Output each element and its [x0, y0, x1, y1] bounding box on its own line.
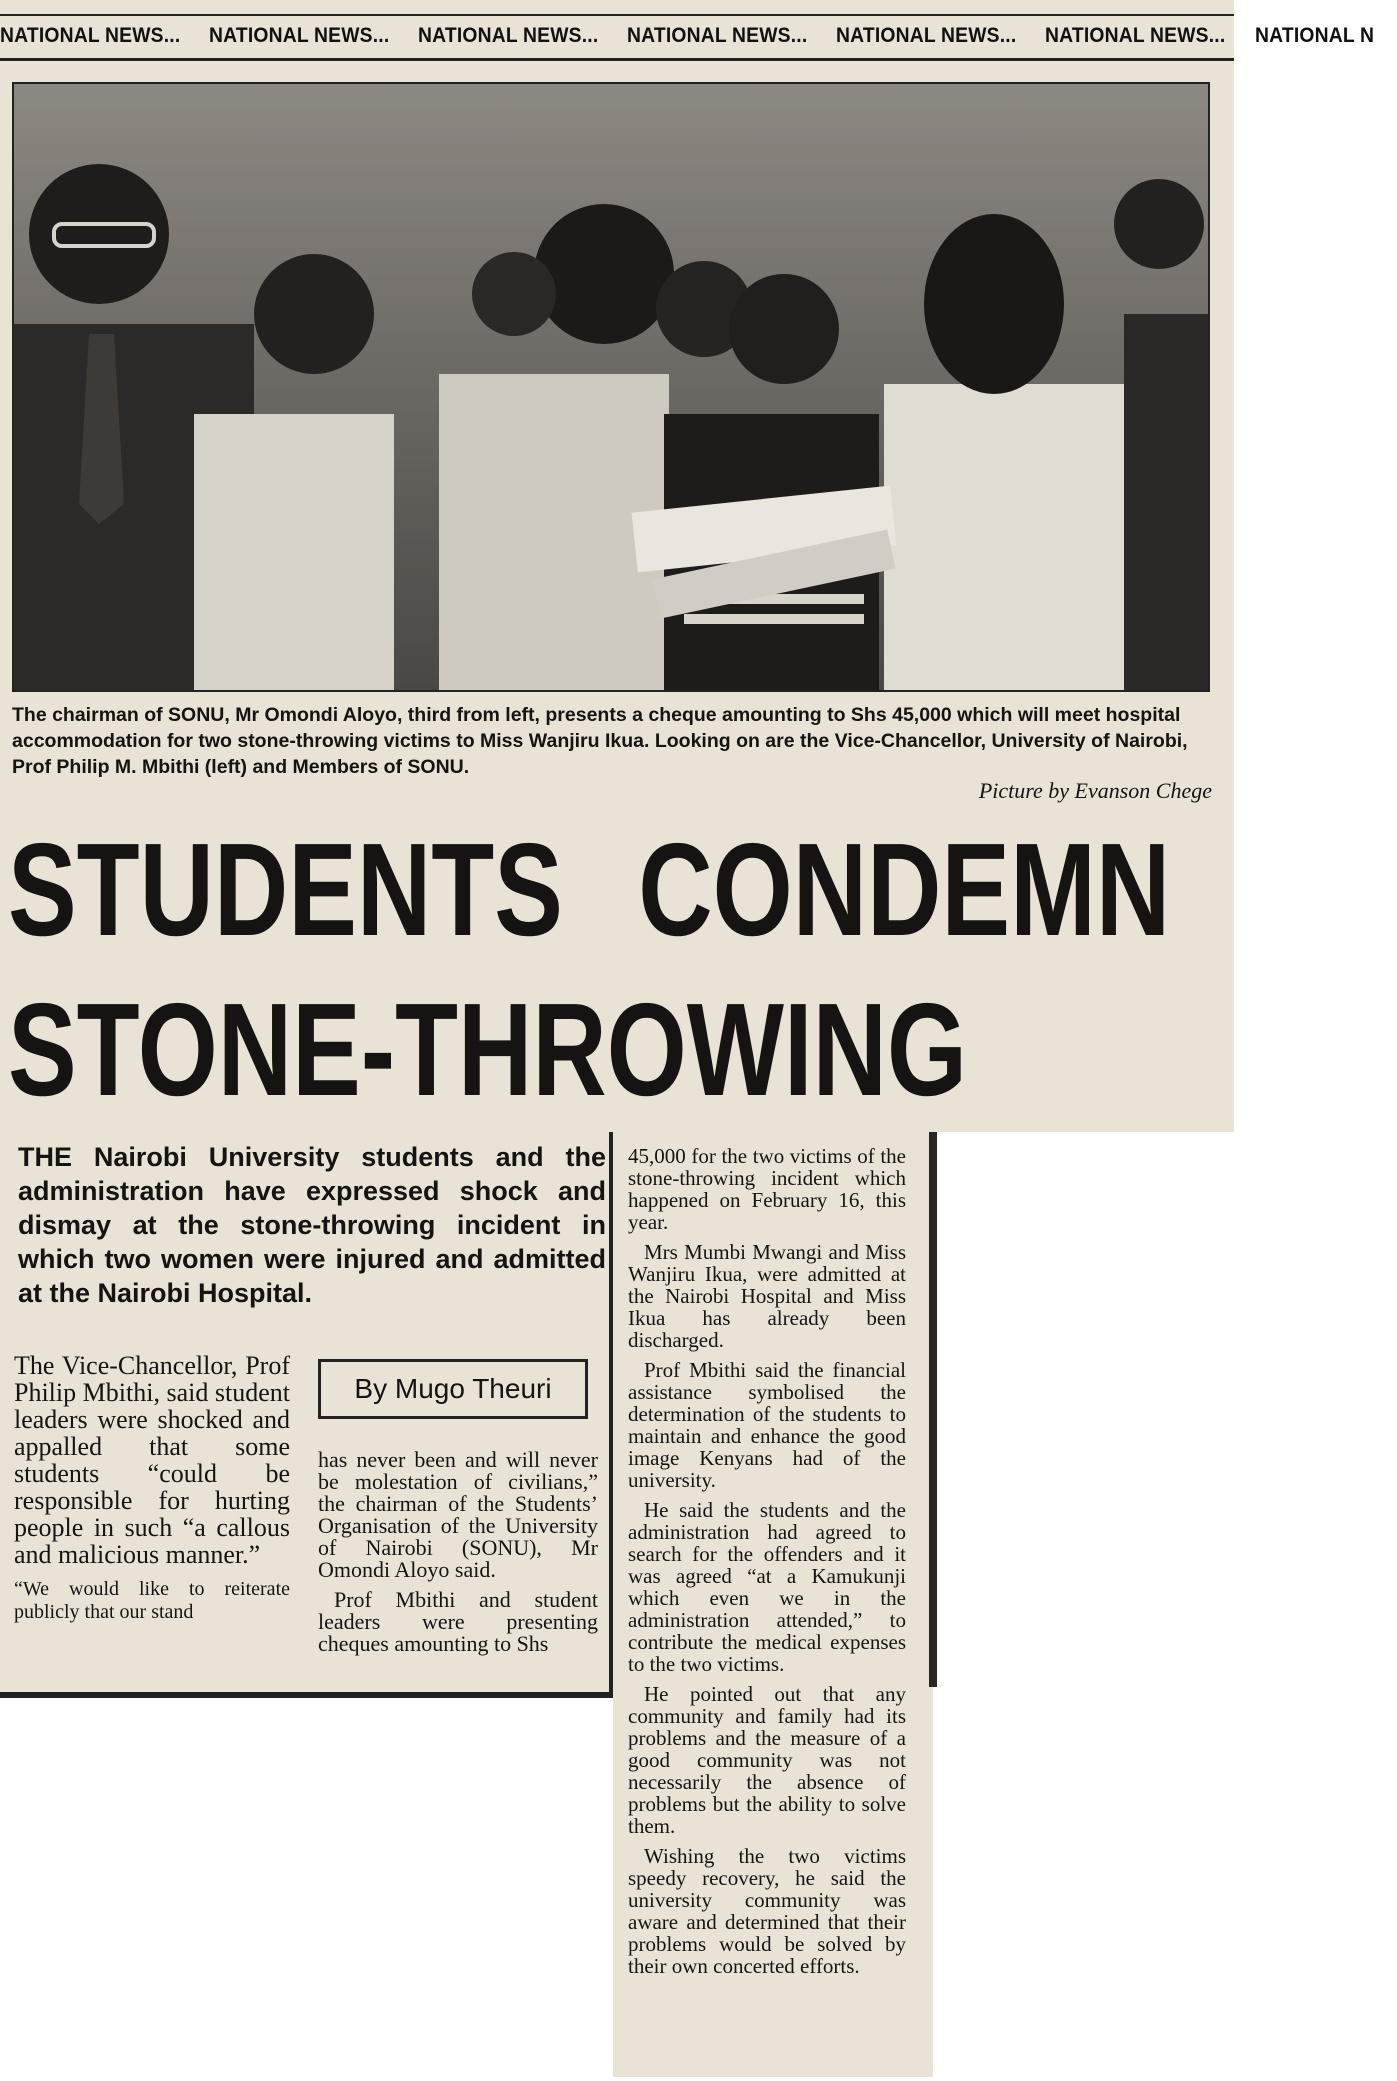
- column-rule: [609, 1132, 613, 1692]
- column-rule-right: [929, 1132, 937, 1687]
- banner-label: NATIONAL NEWS...: [1045, 24, 1226, 47]
- column-paragraph: He said the students and the administration had agreed to search for the offenders and it was agreed “at a Kamukunji which even we in the administration attended,” to contribute the medical expenses to the two victims.: [628, 1498, 906, 1676]
- headline-line-2: STONE-THROWING: [8, 976, 968, 1123]
- banner-label: NATIONAL NEWS...: [209, 24, 390, 47]
- column-paragraph: has never been and will never be molestation of civilians,” the chairman of the Students’ Organisation of the University of Nairobi (SONU), Mr Omondi Aloyo said.: [318, 1447, 598, 1582]
- article-column-2: [318, 1449, 598, 1663]
- photo-caption: The chairman of SONU, Mr Omondi Aloyo, third from left, presents a cheque amounting to Shs 45,000 which will meet hospital accommodation for two stone-throwing victims to Miss Wanjiru Ikua. Looking on are the Vice-Chancellor, University of Nairobi, Prof Philip M. Mbithi (left) and Members of SONU.: [12, 704, 1188, 778]
- column-paragraph: He pointed out that any community and family had its problems and the measure of a good community was not necessarily the absence of problems but the ability to solve them.: [628, 1682, 906, 1838]
- article-column-1: [14, 1352, 290, 1632]
- column-paragraph: The Vice-Chancellor, Prof Philip Mbithi, said student leaders were shocked and appalled that some students “could be responsible for hurting people in such “a callous and malicious manner.”: [14, 1351, 290, 1569]
- column-paragraph: Prof Mbithi and student leaders were presenting cheques amounting to Shs: [318, 1587, 598, 1656]
- news-photo: [12, 82, 1210, 692]
- banner-label: NATIONAL N: [1254, 24, 1374, 47]
- byline-box: By Mugo Theuri: [318, 1359, 588, 1419]
- headline-line-1: STUDENTS CONDEMN: [8, 816, 1171, 963]
- banner-label: NATIONAL NEWS...: [418, 24, 599, 47]
- section-banner: [0, 14, 1374, 61]
- column-paragraph: 45,000 for the two victims of the stone-throwing incident which happened on February 16, this year.: [628, 1144, 906, 1234]
- column-paragraph: Prof Mbithi said the financial assistance symbolised the determination of the students to maintain and enhance the good image Kenyans had of the university.: [628, 1358, 906, 1492]
- column-paragraph: Wishing the two victims speedy recovery, he said the university community was aware and determined that their problems would be solved by their own concerted efforts.: [628, 1844, 906, 1978]
- photo-credit: Picture by Evanson Chege: [978, 778, 1212, 803]
- article-lede: THE Nairobi University students and the administration have expressed shock and dismay at the stone-throwing incident in which two women were injured and admitted at the Nairobi Hospital.: [18, 1142, 606, 1308]
- banner-label: NATIONAL NEWS...: [0, 24, 181, 47]
- banner-label: NATIONAL NEWS...: [627, 24, 808, 47]
- photo-illustration: [14, 84, 1208, 690]
- bottom-rule: [0, 1692, 613, 1698]
- article-column-3: [628, 1145, 906, 1985]
- column-paragraph: Mrs Mumbi Mwangi and Miss Wanjiru Ikua, were admitted at the Nairobi Hospital and Miss Ikua has already been discharged.: [628, 1240, 906, 1352]
- banner-label: NATIONAL NEWS...: [836, 24, 1017, 47]
- column-paragraph: “We would like to reiterate publicly that our stand: [14, 1578, 290, 1623]
